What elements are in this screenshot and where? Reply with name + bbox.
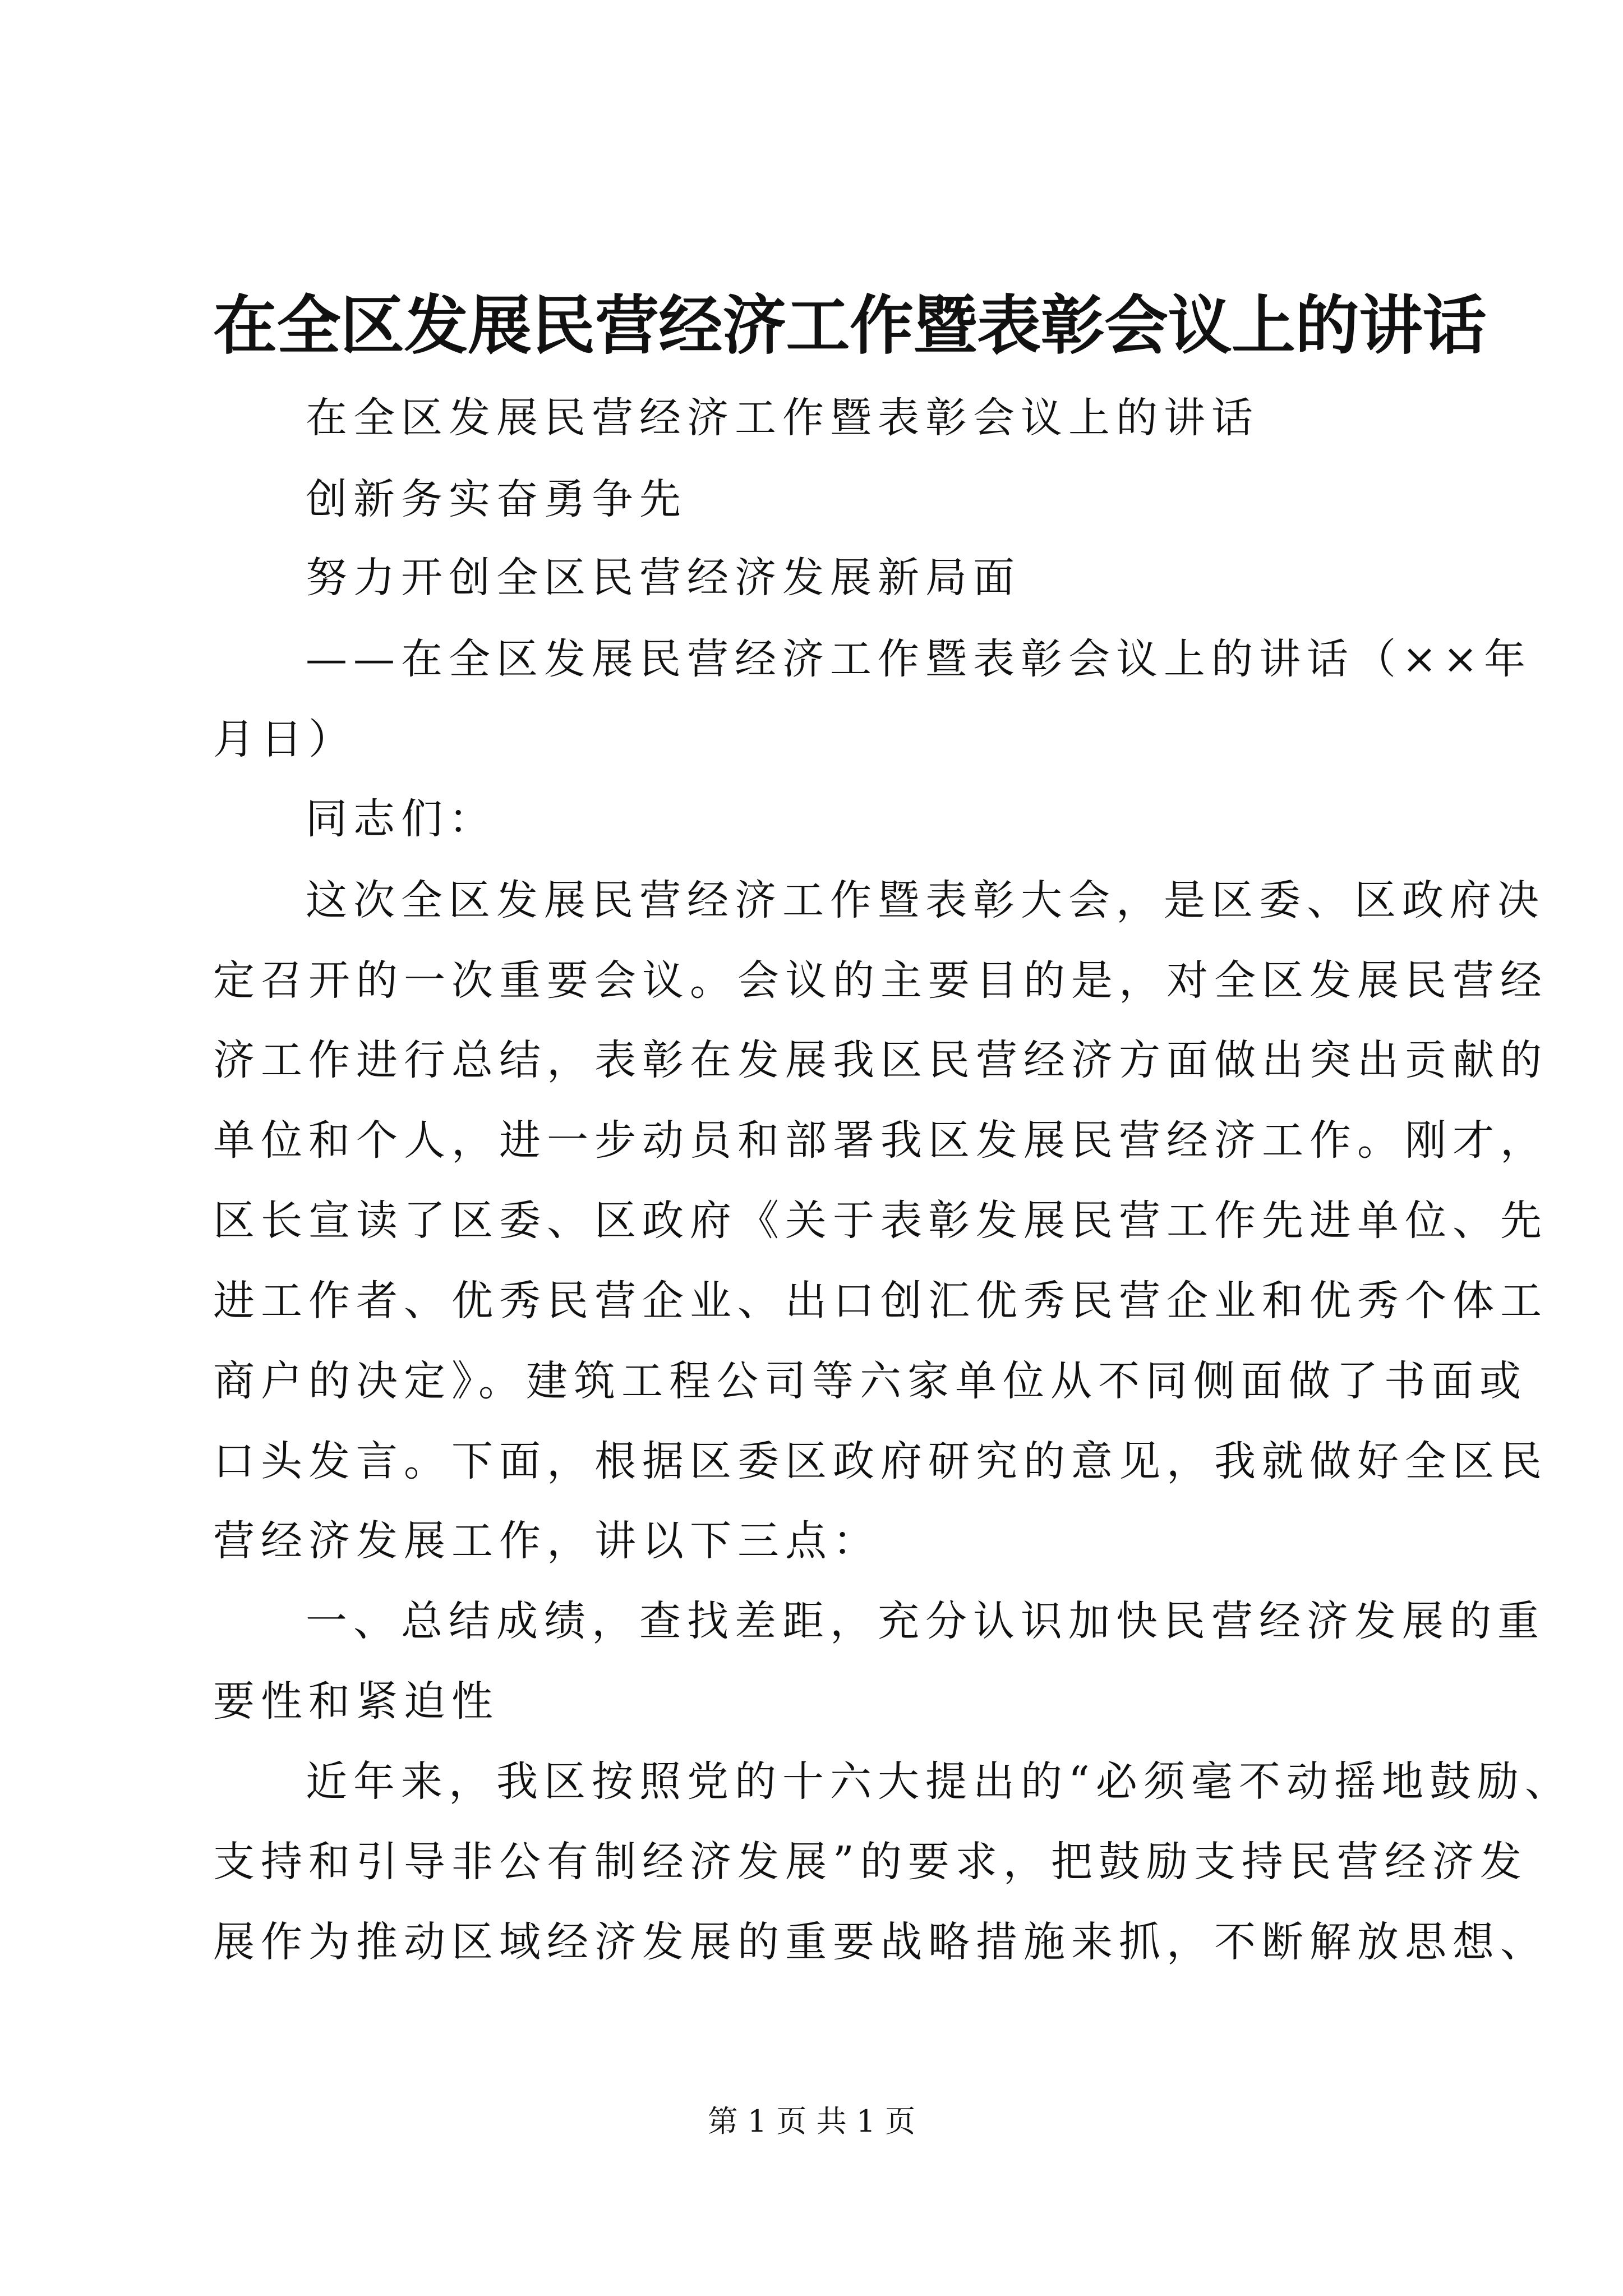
paragraph-line: 口头发言。下面，根据区委区政府研究的意见，我就做好全区民	[213, 1437, 1548, 1485]
paragraph-line: 济工作进行总结，表彰在发展我区民营经济方面做出突出贡献的	[213, 1036, 1548, 1084]
paragraph-line: 商户的决定》。建筑工程公司等六家单位从不同侧面做了书面或	[213, 1357, 1527, 1405]
section-heading-line: 要性和紧迫性	[213, 1677, 499, 1726]
subtitle-line: 创新务实奋勇争先	[306, 475, 687, 523]
paragraph-line: 营经济发展工作，讲以下三点：	[213, 1517, 880, 1565]
paragraph-line: 这次全区发展民营经济工作暨表彰大会，是区委、区政府决	[306, 876, 1545, 924]
subtitle-line: 月日）	[213, 715, 356, 763]
paragraph-line: 支持和引导非公有制经济发展”的要求，把鼓励支持民营经济发	[213, 1838, 1528, 1886]
paragraph-line: 近年来，我区按照党的十六大提出的“必须毫不动摇地鼓励、	[306, 1757, 1573, 1806]
subtitle-line: 在全区发展民营经济工作暨表彰会议上的讲话	[306, 394, 1259, 442]
document-title: 在全区发展民营经济工作暨表彰会议上的讲话	[213, 288, 1487, 363]
paragraph-line: 定召开的一次重要会议。会议的主要目的是，对全区发展民营经	[213, 956, 1548, 1005]
paragraph-line: 单位和个人，进一步动员和部署我区发展民营经济工作。刚才，	[213, 1116, 1548, 1165]
subtitle-line: ——在全区发展民营经济工作暨表彰会议上的讲话（××年	[306, 635, 1532, 683]
salutation: 同志们：	[306, 795, 496, 843]
paragraph-line: 进工作者、优秀民营企业、出口创汇优秀民营企业和优秀个体工	[213, 1277, 1548, 1325]
paragraph-line: 展作为推动区域经济发展的重要战略措施来抓，不断解放思想、	[213, 1918, 1548, 1966]
subtitle-line: 努力开创全区民营经济发展新局面	[306, 554, 1021, 602]
section-heading-line: 一、总结成绩，查找差距，充分认识加快民营经济发展的重	[306, 1597, 1545, 1645]
page-number-footer: 第 1 页 共 1 页	[707, 2104, 916, 2139]
paragraph-line: 区长宣读了区委、区政府《关于表彰发展民营工作先进单位、先	[213, 1197, 1548, 1245]
